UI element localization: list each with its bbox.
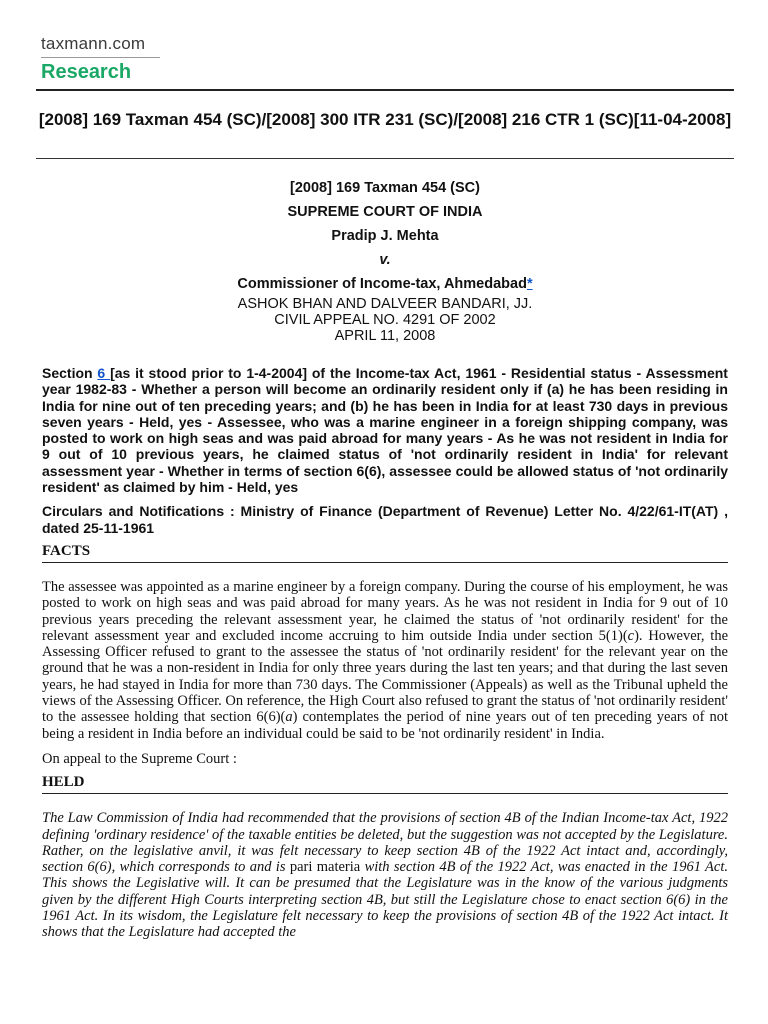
document-body: [42, 365, 728, 941]
headnote: [42, 365, 728, 495]
logo-research: Research: [41, 61, 132, 83]
held-heading: HELD: [42, 773, 728, 794]
appeal-number: CIVIL APPEAL NO. 4291 OF 2002: [274, 312, 496, 328]
facts-clause-c: c: [627, 627, 635, 644]
appellant-name: Pradip J. Mehta: [331, 228, 439, 244]
facts-heading: FACTS: [42, 542, 728, 563]
versus-label: v.: [379, 252, 391, 268]
section-link[interactable]: 6: [97, 365, 111, 381]
respondent-name: Commissioner of Income-tax, Ahmedabad: [237, 276, 527, 292]
facts-clause-a: a: [285, 709, 293, 726]
logo-divider: [41, 57, 160, 58]
held-text-1: The Law Commission of India had recommended that the provisions of section 4B of the Indian Income-tax Act, 1922 defining 'ordinary residence' of the taxable entities be deleted, but the suggestion was not accepted by the Legislature. Rather, on the legislative anvil, it was felt necessary to keep section 4B of the 1922 Act intact and, accordingly, section 6(6), which corresponds to and is: [42, 810, 728, 876]
held-paragraph: [42, 810, 728, 940]
judges: ASHOK BHAN AND DALVEER BANDARI, JJ.: [237, 296, 533, 312]
court-name: SUPREME COURT OF INDIA: [287, 204, 483, 220]
respondent-footnote-link[interactable]: *: [526, 276, 533, 292]
header-rule: [36, 89, 734, 91]
facts-text-2: ). However, the Assessing Officer refused to grant to the assessee the status of 'not ordinarily resident' for the relevant year on the ground that he was a non-resident in India for only three years during the last ten years; and that during the last seven years, he had stayed in India for more than 730 days. The Commissioner (Appeals) as well as the Tribunal upheld the views of the Assessing Officer. On reference, the High Court also refused to grant the status of 'not ordinarily resident' to the assessee holding that section 6(6)(: [42, 627, 729, 726]
held-pari-materia: pari materia: [289, 859, 361, 876]
facts-paragraph: [42, 579, 728, 742]
facts-text-3: ) contemplates the period of nine years out of ten preceding years of not being a resident in India before an individual could be said to be 'not ordinarily resident' in India.: [42, 709, 728, 742]
logo-wordmark: taxmann.com: [41, 34, 146, 53]
headnote-prefix: Section: [42, 365, 98, 381]
citation-title: [2008] 169 Taxman 454 (SC)/[2008] 300 ITR 231 (SC)/[2008] 216 CTR 1 (SC)[11-04-2008]: [38, 110, 732, 129]
respondent-line: [36, 272, 734, 296]
facts-text-1: The assessee was appointed as a marine engineer by a foreign company. During the course of his employment, he was posted to work on high seas and was paid abroad for many years. As he was not resident in India for 9 out of 10 previous years preceding the relevant assessment year, he claimed the status of 'not ordinarily resident' for the relevant assessment year and excluded income accruing to him outside India under section 5(1)(: [42, 578, 728, 644]
judgment-date: APRIL 11, 2008: [334, 328, 436, 344]
case-details: [36, 176, 734, 344]
headnote-text: [as it stood prior to 1-4-2004] of the Income-tax Act, 1961 - Residential status - Assessment year 1982-83 - Whether a person will become an ordinarily resident only if (a) he has been residing in India for nine out of ten preceding years; and (b) he has been in India for at least 730 days in previous seven years - Held, yes - Assessee, who was a marine engineer in a foreign shipping company, was posted to work on high seas and was paid abroad for many years - As he was not resident in India for 9 out of 10 previous years, he claimed status of 'not ordinarily resident in India' for relevant assessment year - Whether in terms of section 6(6), assessee could be allowed status of 'not ordinarily resident' as claimed by him - Held, yes: [42, 365, 728, 496]
held-text-2: with section 4B of the 1922 Act, was enacted in the 1961 Act. This shows the Legislative will. It can be presumed that the Legislature was in the know of the various judgments given by the different High Courts interpreting section 4B, but still the Legislature chose to enact section 6(6) in the 1961 Act. In its wisdom, the Legislature felt necessary to keep the provisions of section 4B of the 1922 Act intact. It shows that the Legislature had accepted the: [42, 859, 728, 941]
title-rule: [36, 158, 734, 159]
circulars-note: Circulars and Notifications : Ministry of Finance (Department of Revenue) Letter No. 4/22/61-IT(AT) , dated 25-11-1961: [42, 503, 728, 536]
case-citation: [2008] 169 Taxman 454 (SC): [290, 180, 480, 196]
taxmann-logo[interactable]: [41, 34, 160, 84]
appeal-line: On appeal to the Supreme Court :: [42, 750, 237, 767]
